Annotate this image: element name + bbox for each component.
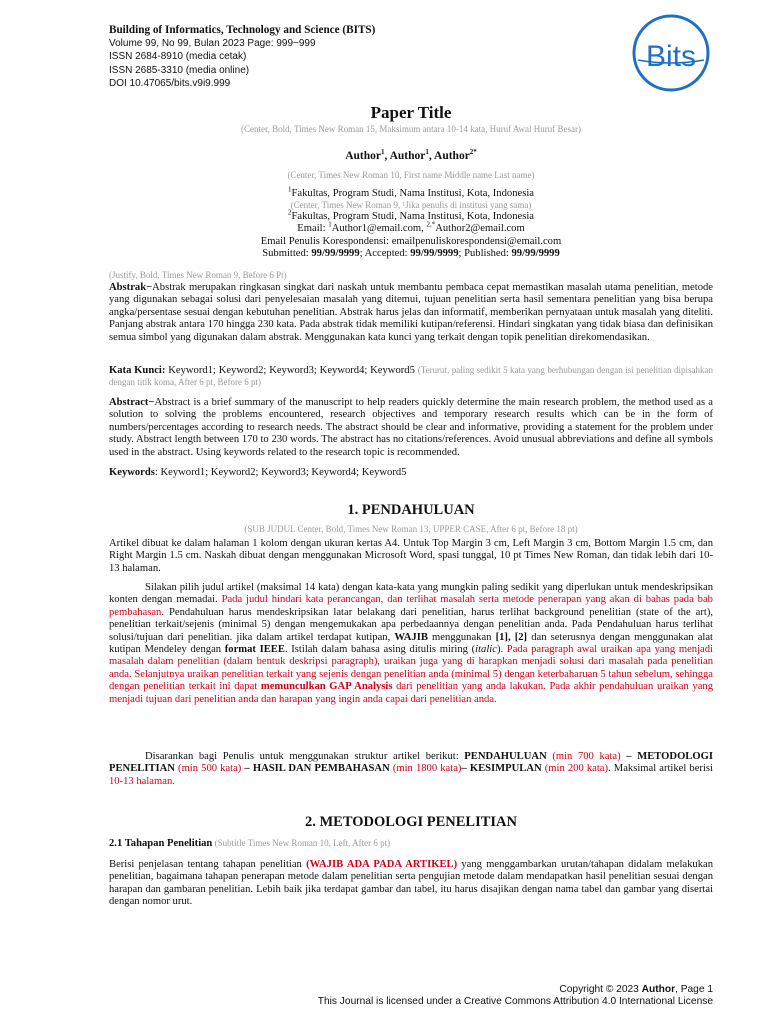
sec1-paragraph-2: Silakan pilih judul artikel (maksimal 14 kata) dengan kata-kata yang mungkin paling sedikit yang diperlukan untuk mendeskripsikan konten dengan memadai. Pada judul hindari kata perancangan, dan terlihat masalah serta metode penerapan yang akan di bahas pada bab pembahasan. Pendahuluan harus mendeskripsikan latar belakang dari penelitian, harus terlihat background penelitian (state of the art), penelitian terkait/sejenis (minimal 5) dengan mengemukakan apa perbedaannya dengan penelitian anda. Pada Pendahuluan harus terlihat solusi/tujuan dari penelitian. jika dalam artikel terdapat kutipan, WAJIB menggunakan [1], [2] dan seterusnya dengan menggunakan alat kutipan Mendeley dengan format IEEE. Istilah dalam bahasa asing ditulis miring (italic). Pada paragraph awal uraikan apa yang menjadi masalah dalam penelitian (dalam bentuk deskripsi paragraph), uraikan juga yang di harapkan menjadi solusi dari masalah pada penelitian anda. Selanjutnya uraikan penelitian terkait yang sejenis dengan penelitian anda (minimal 5) dengan keterbaharuan 5 tahun sebelum, sehingga dengan penelitian terkait ini dapat memunculkan GAP Analysis dari penelitian yang anda lakukan. Pada akhir pendahuluan uraikan yang menjadi tujuan dari penelitian anda dan harapan yang ingin anda capai dari penelitian anda. <box>109 582 713 705</box>
author-3: Author <box>434 150 470 162</box>
section-1-title: 1. PENDAHULUAN <box>347 502 475 518</box>
journal-header <box>109 24 375 90</box>
kata-kunci: Kata Kunci: Keyword1; Keyword2; Keyword3; Keyword4; Keyword5 (Terurut, paling sedikit 5 kata yang berhubungan dengan isi penelitian dipisahkan dengan titik koma, After 6 pt, Before 6 pt) <box>109 365 714 388</box>
submission-dates: Submitted: 99/99/9999; Accepted: 99/99/9999; Published: 99/99/9999 <box>262 247 560 259</box>
sec2-paragraph-1: Berisi penjelasan tentang tahapan penelitian (WAJIB ADA PADA ARTIKEL) yang menggambarkan urutan/tahapan didalam melakukan penelitian, bagaimana tahapan penerapan metode dalam penelitian serta pengujian metode dalam mendapatkan hasil penelitian sesuai dengan harapan dan gambaran penelitian. Lebih baik jika terdapat gambar dan tabel, itu harus disajikan dengan nama tabel dan gambar yang disertai dengan nomor urut. <box>109 859 713 908</box>
keywords-en: Keywords: Keyword1; Keyword2; Keyword3; Keyword4; Keyword5 <box>109 467 407 478</box>
affiliation-note: (Center, Times New Roman 9, ¹Jika penulis di institusi yang sama) <box>290 200 532 211</box>
journal-volume: Volume 99, No 99, Bulan 2023 Page: 999−999 <box>109 38 316 50</box>
bits-logo <box>628 14 714 92</box>
issn-print: ISSN 2684-8910 (media cetak) <box>109 51 247 63</box>
abstract-en-paragraph: Abstract−Abstract is a brief summary of the manuscript to help readers quickly determine the main research problem, the method used as a solution to solving the problems encountered, research objectives and temporary research results which can be in the form of numbers/percentages according to research needs. The abstract should be clear and informative, providing a statement for the problem under study. Abstract length between 170 to 230 words. The abstract has no citations/references. Avoid unusual abbreviations and define all symbols used in the abstract. Using keywords related to the research topic is recommended. <box>109 397 713 458</box>
abstrak-paragraph: Abstrak−Abstrak merupakan ringkasan singkat dari naskah untuk membantu pembaca cepat memastikan masalah utama penelitian, metode yang digunakan sebagai solusi dari penyelesaian masalah yang ditemui, tujuan penelitian serta hasil sementara penelitian yang bisa berupa angka/persentase sesuai dengan kebutuhan penelitian. Abstrak harus jelas dan informatif, memberikan pernyataan untuk masalah yang diteliti. Panjang abstrak antara 170 hingga 230 kata. Pada abstrak tidak memiliki kutipan/referensi. Hindari singkatan yang tidak biasa dan definisikan semua simbol yang digunakan dalam abstrak. Menggunakan kata kunci yang terkait dengan topik penelitian direkomendasikan. <box>109 282 713 343</box>
logo-text: Bits <box>645 40 697 73</box>
author-line: Author$^1$, Author$^1$, Author$^{2*}$ <box>345 148 477 162</box>
title-note: (Center, Bold, Times New Roman 15, Maksimum antara 10-14 kata, Huruf Awal Huruf Besar) <box>240 124 581 134</box>
abstrak-note: (Justify, Bold, Times New Roman 9, Before 6 Pt) <box>109 270 287 280</box>
email-line: Email: $^1$Author1@email.com, $^{2,*}$Author2@email.com <box>297 220 525 235</box>
footer-license: This Journal is licensed under a Creative Commons Attribution 4.0 International License <box>317 996 713 1008</box>
corresponding-email: Email Penulis Korespondensi: emailpenuliskorespondensi@email.com <box>260 235 562 247</box>
affiliation-2: Fakultas, Program Studi, Nama Institusi, Kota, Indonesia <box>291 211 534 223</box>
sec1-paragraph-3: Disarankan bagi Penulis untuk menggunakan struktur artikel berikut: PENDAHULUAN (min 700 kata) – METODOLOGI PENELITIAN (min 500 kata) – HASIL DAN PEMBAHASAN (min 1800 kata)– KESIMPULAN (min 200 kata). Maksimal artikel berisi 10-13 halaman. <box>109 751 713 787</box>
sec1-paragraph-1: Artikel dibuat ke dalam halaman 1 kolom dengan ukuran kertas A4. Untuk Top Margin 3 cm, Left Margin 3 cm, Bottom Margin 1.5 cm, dan Right Margin 1.5 cm. Naskah dibuat dengan menggunakan Microsoft Word, spasi tunggal, 10 pt Times New Roman, dan tidak lebih dari 10-13 halaman. <box>109 538 713 574</box>
subsection-2-1: 2.1 Tahapan Penelitian (Subtitle Times New Roman 10, Left, After 6 pt) <box>109 838 391 849</box>
affiliation-1: Fakultas, Program Studi, Nama Institusi, Kota, Indonesia <box>291 188 534 199</box>
journal-name: Building of Informatics, Technology and Science (BITS) <box>109 24 376 36</box>
doi: DOI 10.47065/bits.v9i9.999 <box>109 77 231 89</box>
affiliation-block: $^1$Fakultas, Program Studi, Nama Institusi, Kota, Indonesia (Center, Times New Roman 9, ¹Jika penulis di institusi yang sama) $^2$Fakultas, Program Studi, Nama Institusi, Kota, Indonesia Email: $^1$Author1@email.com, $^{2,*}$Author2@email.com Email Penulis Korespondensi: emailpenuliskorespondensi@email.com Submitted: 99/99/9999; Accepted: 99/99/9999; Published: 99/99/9999 <box>109 188 713 260</box>
author-1: Author <box>345 150 381 162</box>
footer <box>318 984 713 1009</box>
paper-title: Paper Title <box>370 103 452 122</box>
author-2: Author <box>389 150 426 162</box>
footer-copyright: Copyright © 2023 Author, Page 1 <box>559 984 713 995</box>
section-2-title: 2. METODOLOGI PENELITIAN <box>304 814 518 830</box>
issn-online: ISSN 2685-3310 (media online) <box>109 64 250 76</box>
section-1-note: (SUB JUDUL Center, Bold, Times New Roman 13, UPPER CASE, After 6 pt, Before 18 pt) <box>244 524 578 534</box>
author-note: (Center, Times New Roman 10, First name Middle name Last name) <box>287 170 535 180</box>
